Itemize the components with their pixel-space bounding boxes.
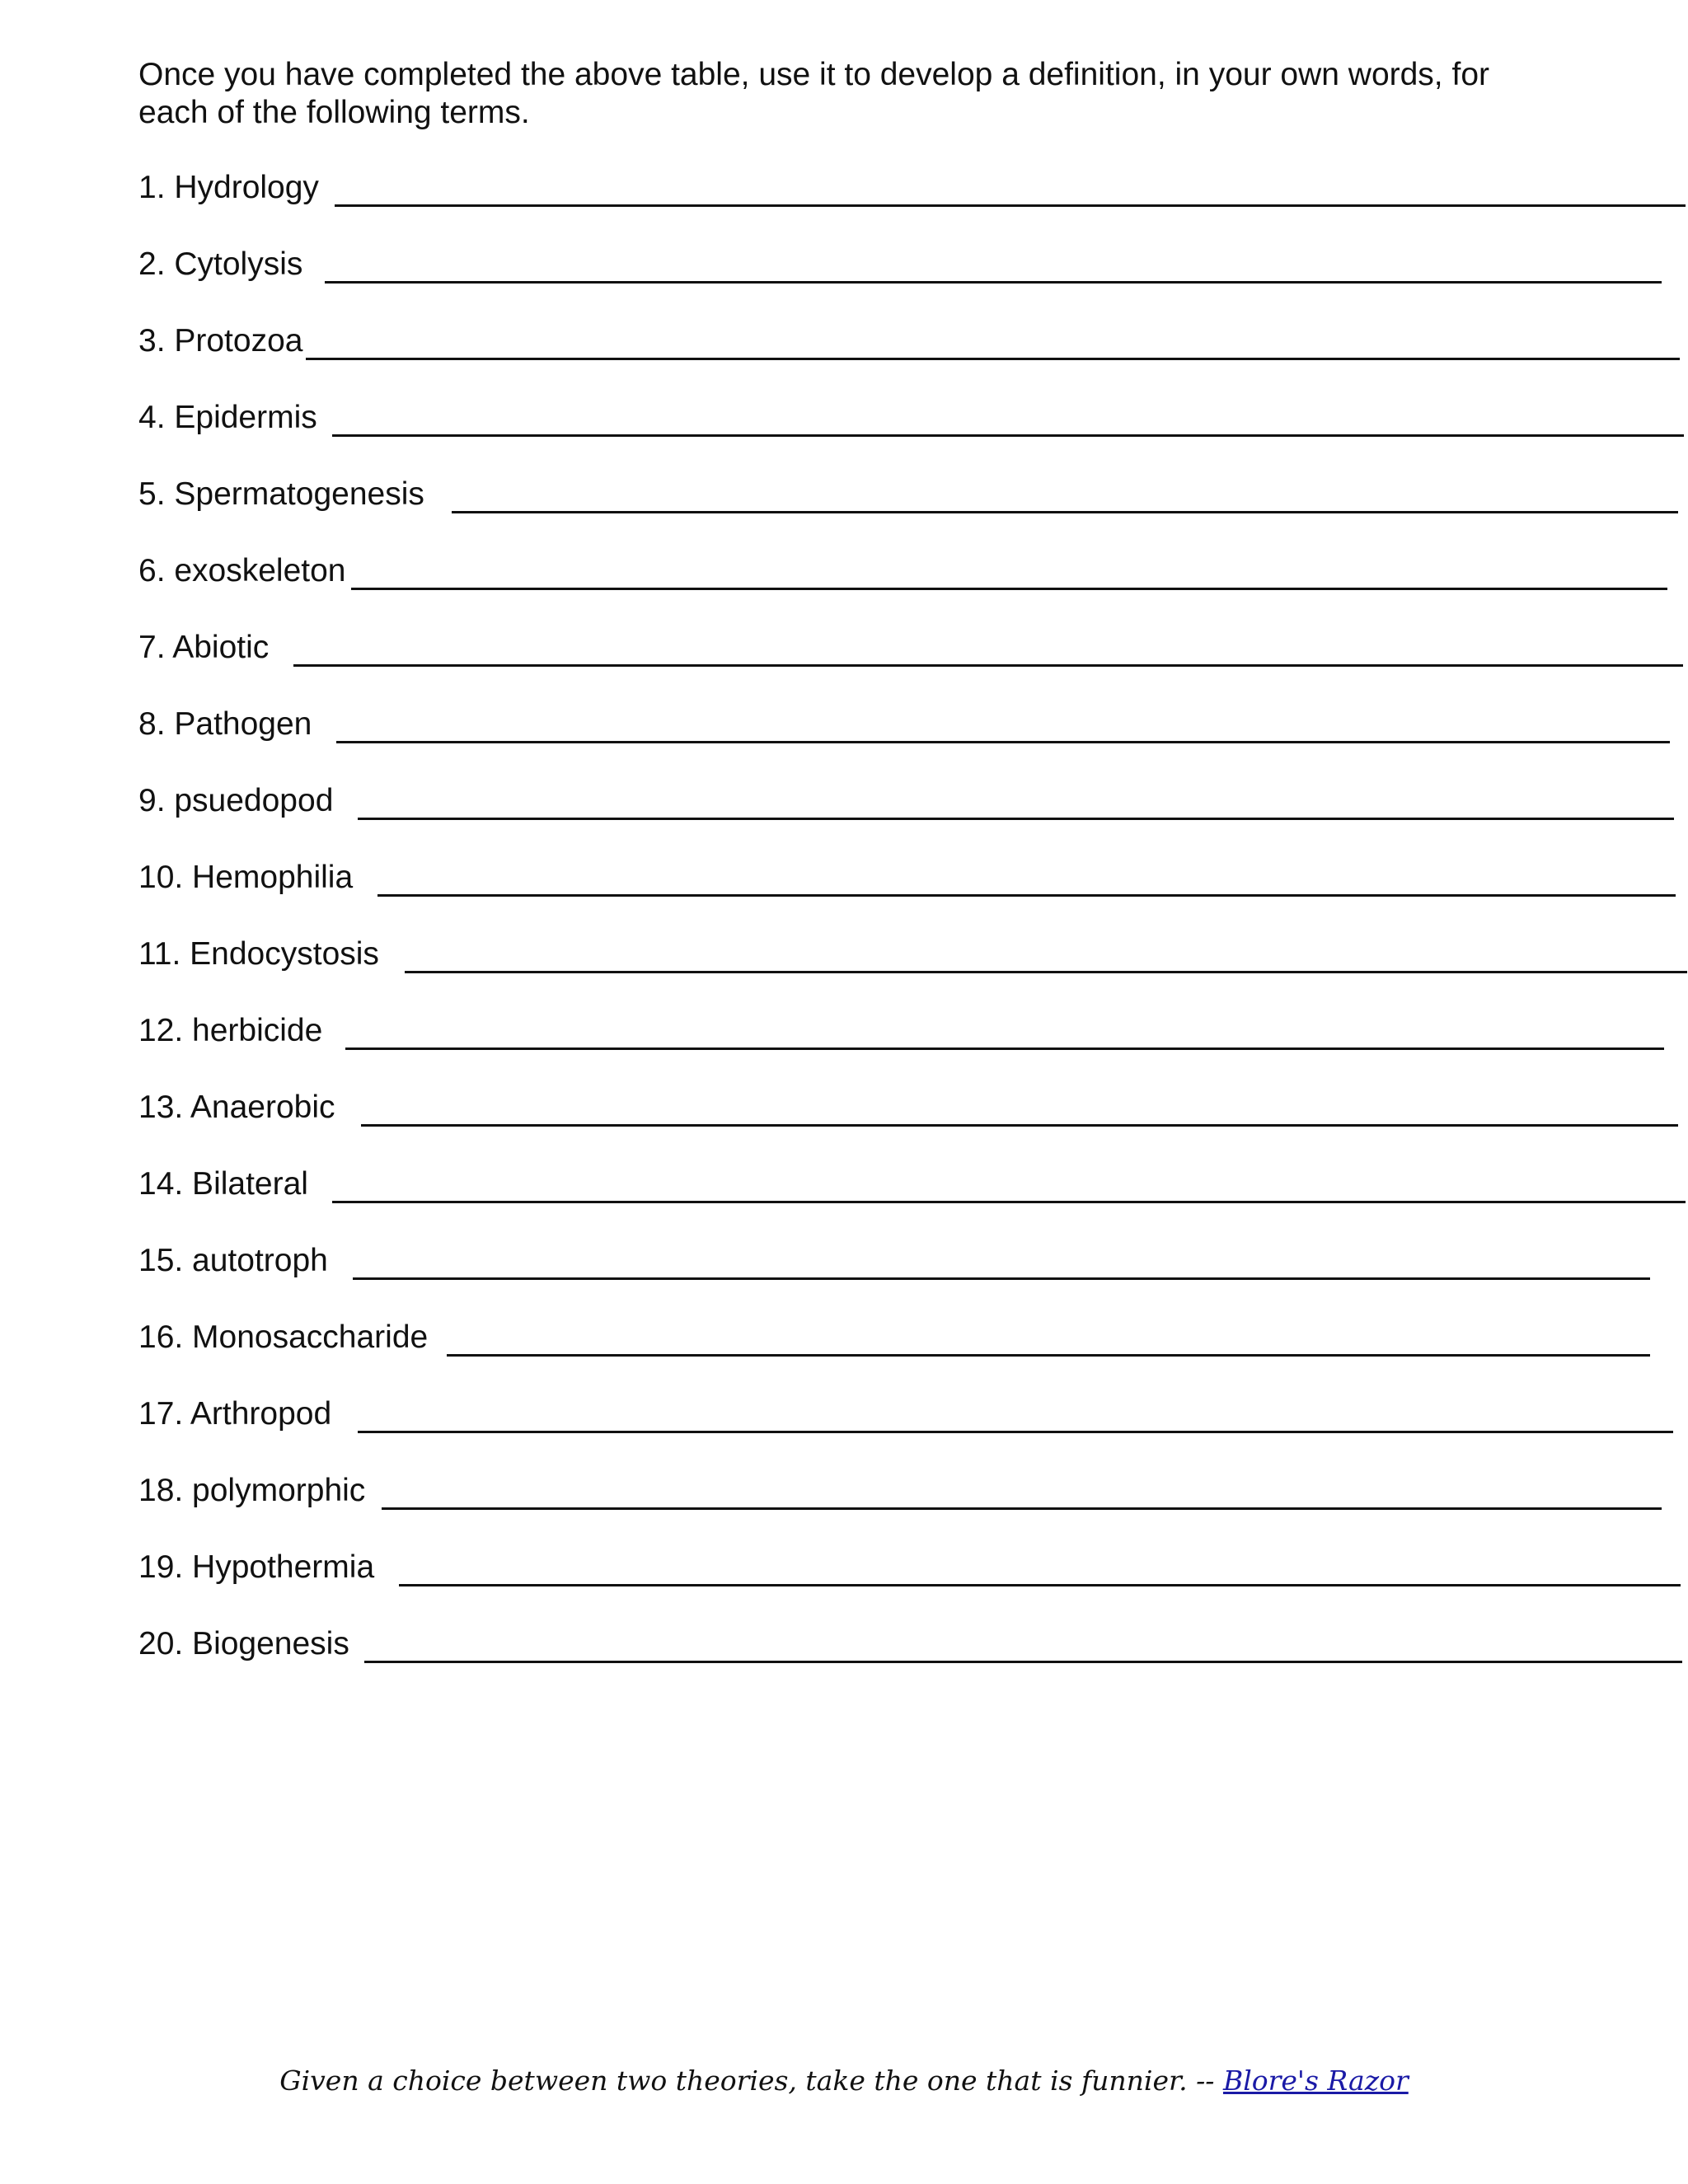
term-label: 20. Biogenesis [138,1626,349,1661]
term-label: 4. Epidermis [138,400,317,435]
answer-line[interactable] [377,894,1676,897]
term-label: 9. psuedopod [138,783,334,818]
answer-line[interactable] [447,1354,1650,1357]
answer-line[interactable] [452,511,1678,513]
bylines-razor-link[interactable]: Blore's Razor [1222,2064,1409,2097]
term-label: 19. Hypothermia [138,1549,375,1585]
answer-line[interactable] [335,204,1686,207]
answer-line[interactable] [405,971,1687,973]
term-label: 14. Bilateral [138,1166,308,1202]
term-label: 1. Hydrology [138,170,319,205]
answer-line[interactable] [358,1431,1673,1433]
term-label: 11. Endocystosis [138,936,379,972]
answer-line[interactable] [345,1047,1664,1050]
answer-line[interactable] [332,434,1684,437]
answer-line[interactable] [306,358,1680,360]
term-label: 13. Anaerobic [138,1090,335,1125]
answer-line[interactable] [293,664,1683,667]
quote-text: Given a choice between two theories, take the one that is funnier. -- [279,2064,1215,2097]
term-label: 7. Abiotic [138,630,270,665]
answer-line[interactable] [332,1201,1686,1203]
answer-line[interactable] [361,1124,1678,1127]
instructions-paragraph: Once you have completed the above table, use it to develop a definition, in your own words, for each of the following terms. [138,57,1489,130]
term-label: 16. Monosaccharide [138,1319,429,1355]
answer-line[interactable] [353,1277,1650,1280]
term-label: 2. Cytolysis [138,246,303,282]
term-label: 6. exoskeleton [138,553,346,588]
term-label: 17. Arthropod [138,1396,332,1432]
term-label: 15. autotroph [138,1243,328,1278]
answer-line[interactable] [351,588,1667,590]
answer-line[interactable] [382,1507,1662,1510]
answer-line[interactable] [358,818,1674,820]
term-label: 18. polymorphic [138,1473,366,1508]
term-label: 3. Protozoa [138,323,303,359]
term-label: 10. Hemophilia [138,860,354,895]
term-label: 8. Pathogen [138,706,312,742]
answer-line[interactable] [364,1661,1682,1663]
term-label: 12. herbicide [138,1013,323,1048]
footer-quote [0,2064,1688,2097]
term-label: 5. Spermatogenesis [138,476,424,512]
answer-line[interactable] [399,1584,1681,1586]
answer-line[interactable] [325,281,1662,284]
answer-line[interactable] [336,741,1670,743]
